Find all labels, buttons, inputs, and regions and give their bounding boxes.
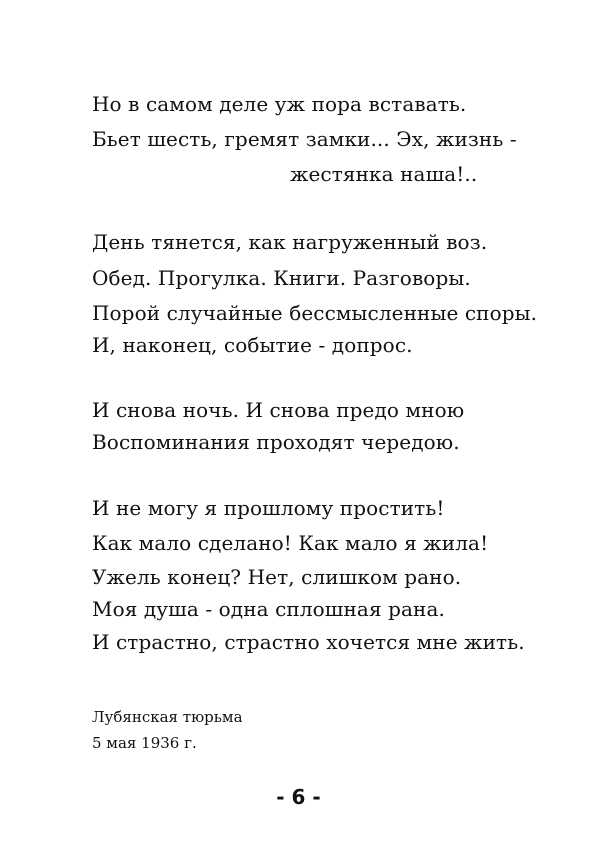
poem-line: Бьет шесть, гремят замки... Эх, жизнь - (92, 127, 517, 151)
poem-line: Но в самом деле уж пора вставать. (92, 92, 467, 116)
poem-line: Порой случайные бессмысленные споры. (92, 301, 538, 325)
poem-line: жестянка наша!.. (290, 162, 478, 186)
signature-date: 5 мая 1936 г. (92, 734, 197, 752)
poem-line: И, наконец, событие - допрос. (92, 333, 413, 357)
poem-line: И не могу я прошлому простить! (92, 496, 445, 520)
poem-line: Как мало сделано! Как мало я жила! (92, 531, 489, 555)
poem-line: И снова ночь. И снова предо мною (92, 398, 465, 422)
poem-line: Моя душа - одна сплошная рана. (92, 597, 445, 621)
poem-line: Ужель конец? Нет, слишком рано. (92, 565, 462, 589)
poem-line: Обед. Прогулка. Книги. Разговоры. (92, 266, 471, 290)
page-number: - 6 - (276, 785, 321, 809)
poem-line: И страстно, страстно хочется мне жить. (92, 630, 525, 654)
poem-line: День тянется, как нагруженный воз. (92, 230, 488, 254)
signature-place: Лубянская тюрьма (92, 708, 243, 726)
poem-line: Воспоминания проходят чередою. (92, 430, 460, 454)
